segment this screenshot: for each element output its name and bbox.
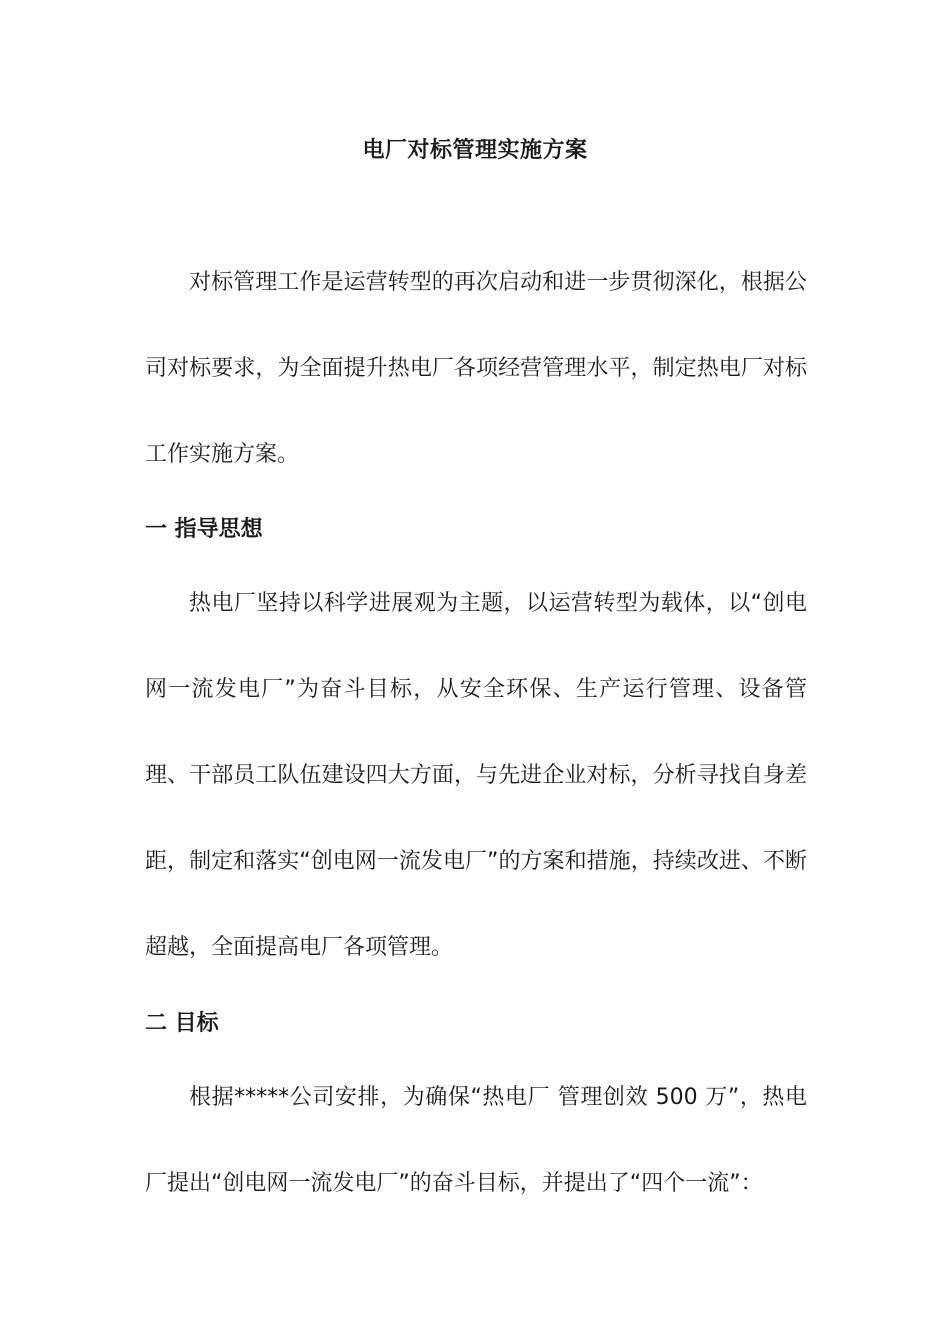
section-heading-guiding-ideology: 一 指导思想 — [145, 517, 263, 542]
section-body-guiding-ideology: 热电厂坚持以科学进展观为主题，以运营转型为载体，以“创电网一流发电厂”为奋斗目标，从安全环保、生产运行管理、设备管理、干部员工队伍建设四大方面，与先进企业对标，分析寻找自身差距，制定和落实“创电网一流发电厂”的方案和措施，持续改进、不断超越，全面提高电厂各项管理。 — [145, 591, 807, 960]
section-body-goals: 根据*****公司安排，为确保“热电厂 管理创效 500 万”，热电厂提出“创电网一流发电厂”的奋斗目标，并提出了“四个一流”： — [145, 1085, 807, 1196]
intro-paragraph: 对标管理工作是运营转型的再次启动和进一步贯彻深化，根据公司对标要求，为全面提升热电厂各项经营管理水平，制定热电厂对标工作实施方案。 — [145, 270, 807, 467]
section-heading-goals: 二 目标 — [145, 1011, 219, 1036]
document-title: 电厂对标管理实施方案 — [362, 138, 588, 163]
